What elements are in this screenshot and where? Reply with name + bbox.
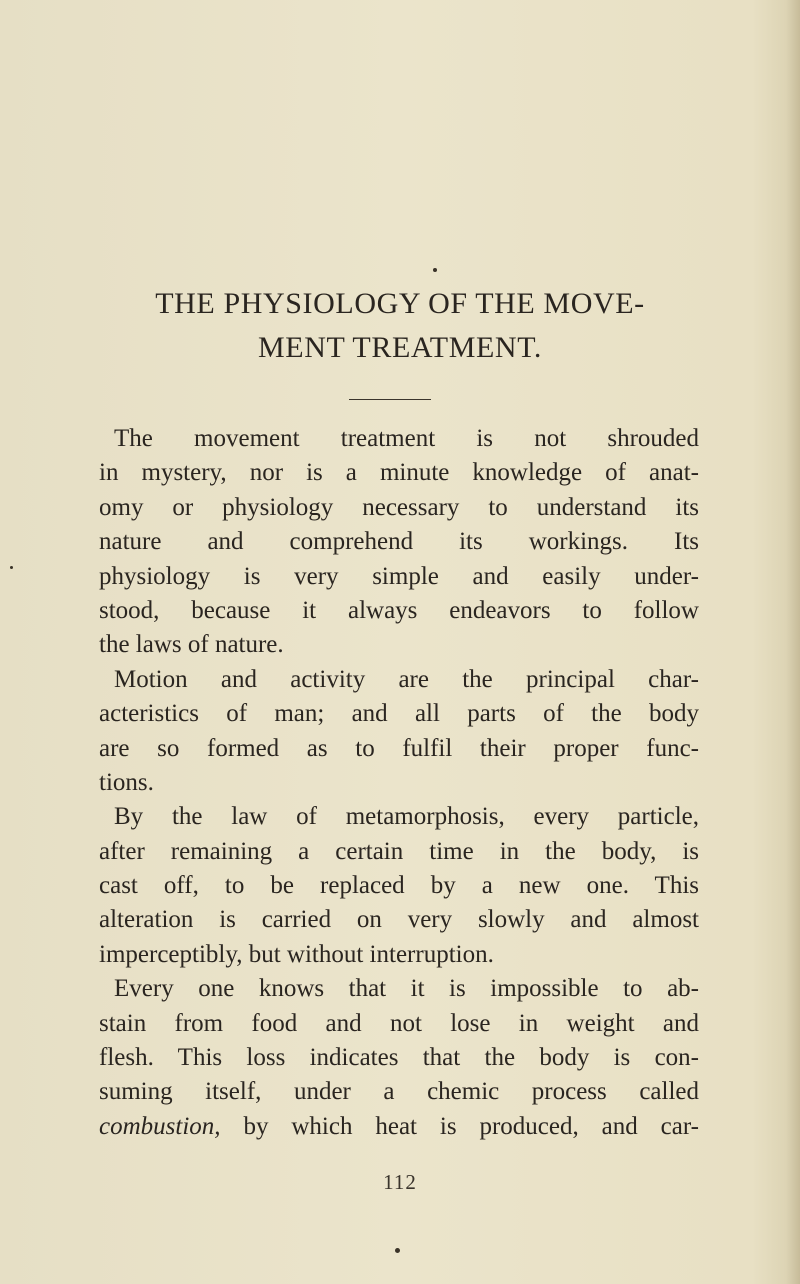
text-line: stain from food and not lose in weight and (99, 1009, 699, 1037)
page-edge-shadow (786, 0, 800, 1284)
text-line: Every one knows that it is impossible to ab- (114, 975, 699, 1003)
text-line: after remaining a certain time in the body, is (99, 837, 699, 865)
ink-speck (433, 268, 437, 272)
text-line: The movement treatment is not shrouded (114, 425, 699, 452)
body-text (99, 422, 699, 1144)
italic-term: combustion, (99, 1112, 221, 1140)
text-line: Motion and activity are the principal char- (114, 665, 699, 693)
ink-speck (10, 566, 13, 569)
text-line: are so formed as to fulfil their proper func- (99, 734, 699, 762)
text-line: imperceptibly, but without interruption. (99, 940, 494, 968)
text-line: in mystery, nor is a minute knowledge of anat- (99, 459, 699, 487)
chapter-title-line-2: MENT TREATMENT. (258, 331, 542, 364)
text-line: physiology is very simple and easily under- (99, 562, 699, 590)
text-line: tions. (99, 768, 154, 796)
text-line: cast off, to be replaced by a new one. This (99, 872, 699, 900)
page-number: 112 (383, 1170, 417, 1194)
ink-speck (395, 1248, 400, 1253)
text-line: alteration is carried on very slowly and almost (99, 906, 699, 934)
text-line: flesh. This loss indicates that the body is con- (99, 1044, 699, 1072)
text-line: By the law of metamorphosis, every particle, (114, 803, 699, 831)
text-line: suming itself, under a chemic process called (99, 1078, 699, 1106)
text-line: the laws of nature. (99, 631, 284, 659)
text-line: stood, because it always endeavors to follow (99, 596, 699, 624)
text-line-mixed (99, 1110, 699, 1144)
text-line: acteristics of man; and all parts of the body (99, 700, 699, 728)
text-fragment: by which heat is produced, and car- (220, 1112, 699, 1140)
chapter-title (60, 282, 740, 370)
chapter-title-line-1: THE PHYSIOLOGY OF THE MOVE- (155, 287, 645, 320)
text-line: nature and comprehend its workings. Its (99, 528, 699, 556)
title-divider (349, 399, 431, 400)
text-line: omy or physiology necessary to understand its (99, 493, 699, 521)
